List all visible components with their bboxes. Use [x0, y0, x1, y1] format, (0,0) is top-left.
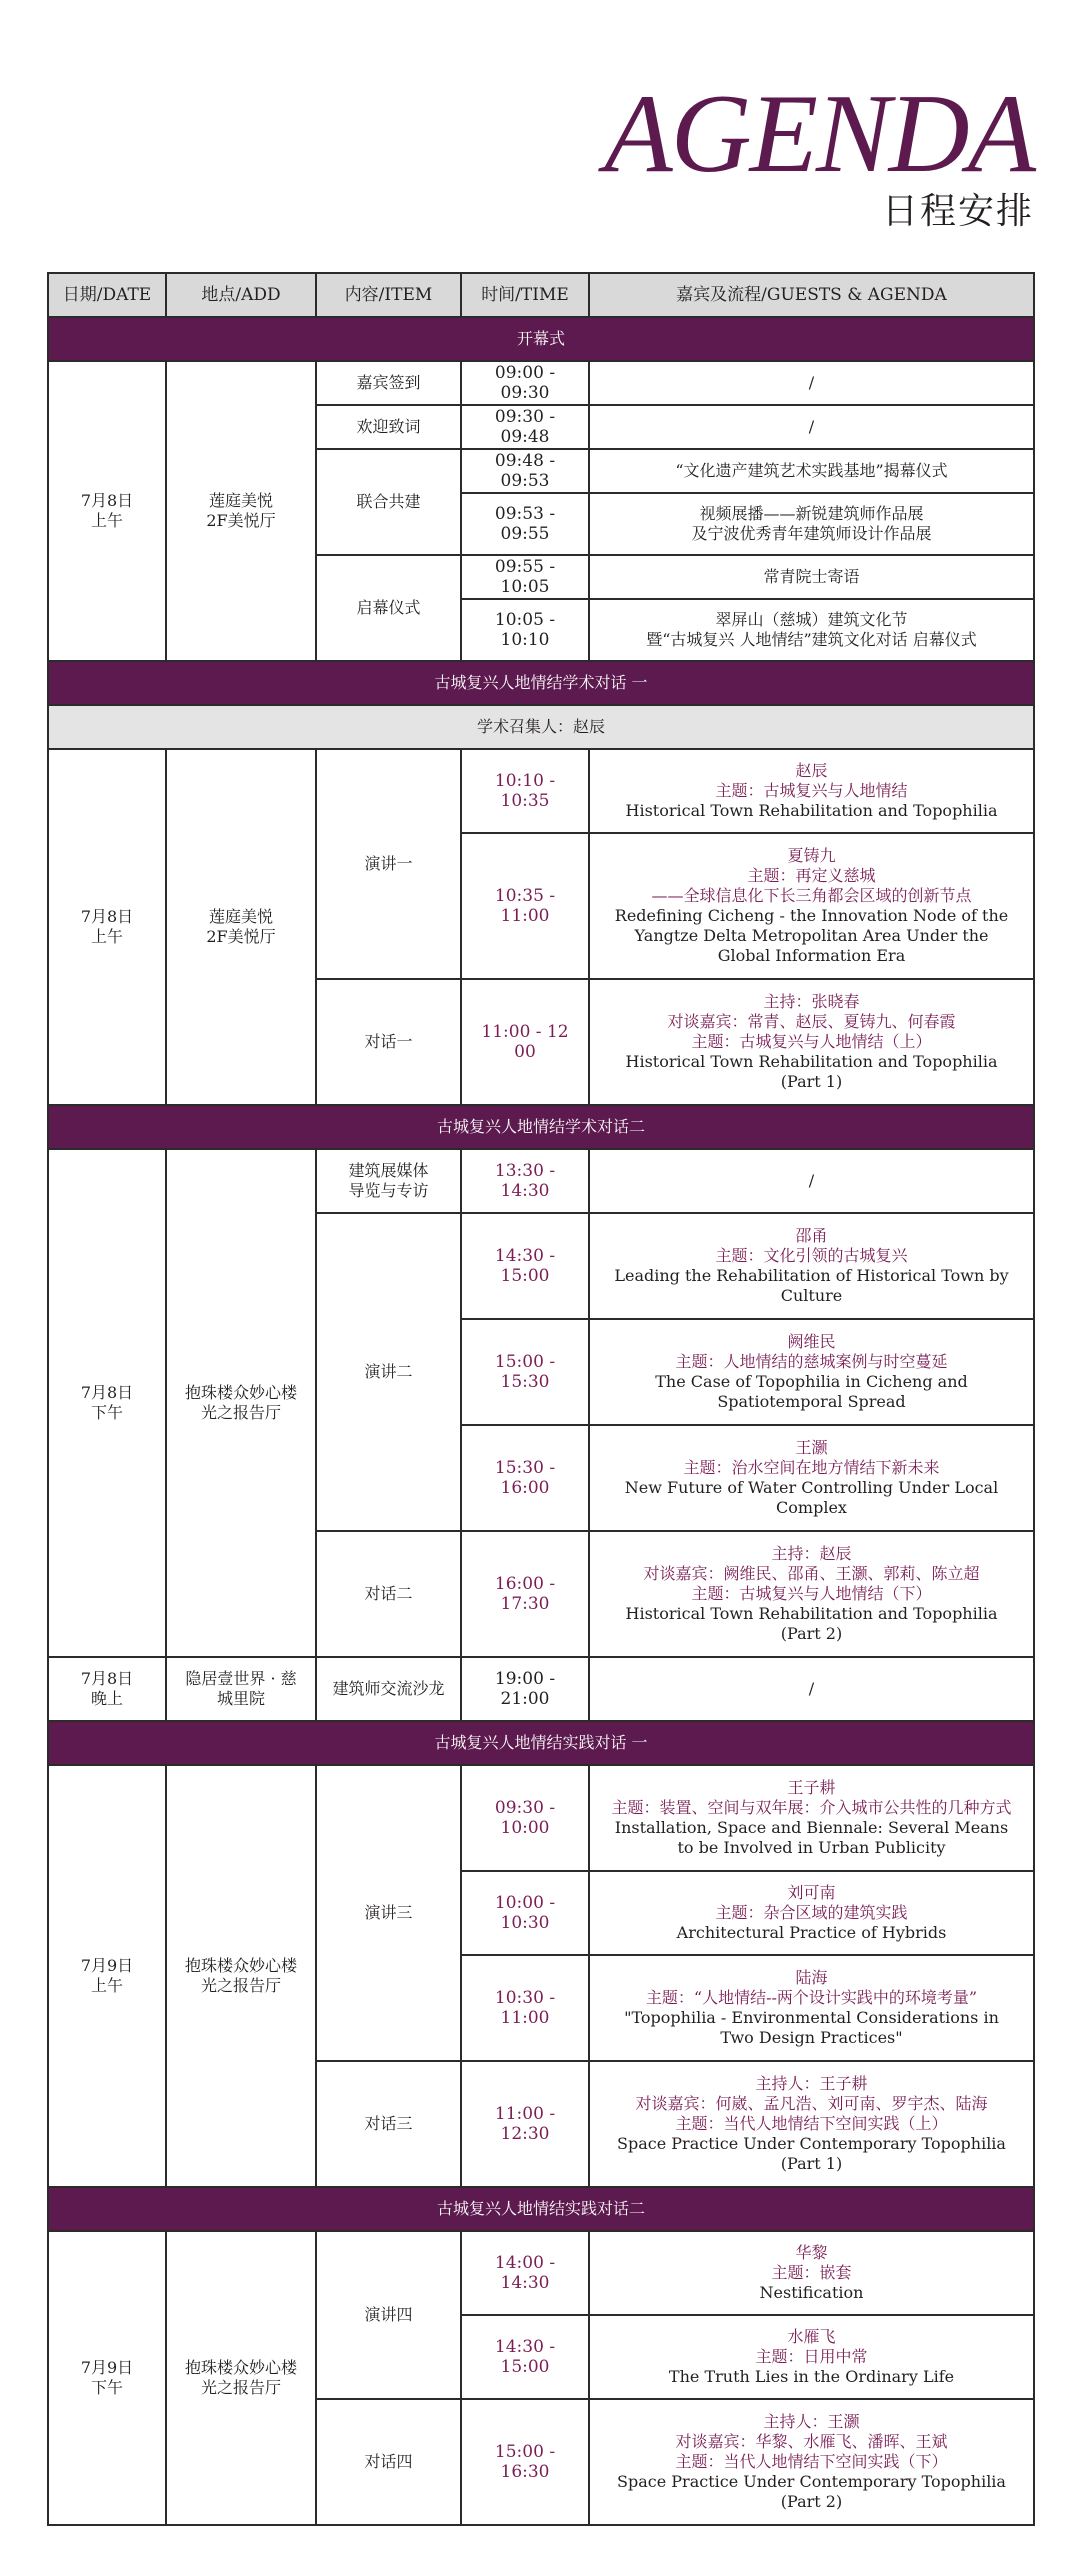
- item-cell: 建筑师交流沙龙: [316, 1657, 461, 1721]
- col-header-guests: 嘉宾及流程/GUESTS & AGENDA: [589, 273, 1034, 317]
- agenda-cell: /: [589, 1149, 1034, 1213]
- agenda-table: [47, 272, 1035, 2526]
- section-title: 开幕式: [48, 317, 1034, 361]
- section-header: [48, 1105, 1034, 1149]
- agenda-cell: 阙维民 主题：人地情结的慈城案例与时空蔓延 The Case of Topophilia in Cicheng and Spatiotemporal Spread: [589, 1319, 1034, 1425]
- time-cell: 10:10 - 10:35: [461, 749, 589, 833]
- item-cell: 演讲二: [316, 1213, 461, 1531]
- date-cell: 7月8日 上午: [48, 361, 166, 661]
- agenda-cell: 夏铸九 主题：再定义慈城 ——全球信息化下长三角都会区域的创新节点 Redefining Cicheng - the Innovation Node of the Yangtze Delta Metropolitan Area Under the Global Information Era: [589, 833, 1034, 979]
- table-row: [48, 1765, 1034, 1871]
- item-cell: 嘉宾签到: [316, 361, 461, 405]
- time-cell: 09:30 - 09:48: [461, 405, 589, 449]
- section-header: [48, 661, 1034, 705]
- time-cell: 15:00 - 15:30: [461, 1319, 589, 1425]
- agenda-cell: 主持人：王子耕 对谈嘉宾：何崴、孟凡浩、刘可南、罗宇杰、陆海 主题：当代人地情结下空间实践（上） Space Practice Under Contemporary Topophilia (Part 1): [589, 2061, 1034, 2187]
- time-cell: 15:00 - 16:30: [461, 2399, 589, 2525]
- time-cell: 09:48 - 09:53: [461, 449, 589, 493]
- agenda-cell: 主持人：王灏 对谈嘉宾：华黎、水雁飞、潘晖、王斌 主题：当代人地情结下空间实践（下） Space Practice Under Contemporary Topophilia (Part 2): [589, 2399, 1034, 2525]
- agenda-cell: /: [589, 1657, 1034, 1721]
- time-cell: 10:00 - 10:30: [461, 1871, 589, 1955]
- page-header: [604, 72, 1034, 234]
- section-title: 古城复兴人地情结实践对话二: [48, 2187, 1034, 2231]
- date-cell: 7月9日 下午: [48, 2231, 166, 2525]
- agenda-cell: 赵辰 主题：古城复兴与人地情结 Historical Town Rehabilitation and Topophilia: [589, 749, 1034, 833]
- table-header-row: [48, 273, 1034, 317]
- time-cell: 19:00 - 21:00: [461, 1657, 589, 1721]
- place-cell: 抱珠楼众妙心楼 光之报告厅: [166, 2231, 316, 2525]
- agenda-cell: 主持：赵辰 对谈嘉宾：阙维民、邵甬、王灏、郭莉、陈立超 主题：古城复兴与人地情结（下） Historical Town Rehabilitation and Topophilia (Part 2): [589, 1531, 1034, 1657]
- agenda-title-zh: 日程安排: [881, 191, 1034, 232]
- item-cell: 演讲三: [316, 1765, 461, 2061]
- time-cell: 11:00 - 12 00: [461, 979, 589, 1105]
- item-cell: 对话一: [316, 979, 461, 1105]
- section-header: [48, 317, 1034, 361]
- section-title: 古城复兴人地情结学术对话 一: [48, 661, 1034, 705]
- table-row: [48, 2231, 1034, 2315]
- convener-text: 学术召集人：赵辰: [48, 705, 1034, 749]
- col-header-item: 内容/ITEM: [316, 273, 461, 317]
- time-cell: 10:35 - 11:00: [461, 833, 589, 979]
- convener-row: [48, 705, 1034, 749]
- time-cell: 09:53 - 09:55: [461, 493, 589, 555]
- time-cell: 13:30 - 14:30: [461, 1149, 589, 1213]
- item-cell: 对话三: [316, 2061, 461, 2187]
- table-row: [48, 1149, 1034, 1213]
- item-cell: 演讲一: [316, 749, 461, 979]
- place-cell: 隐居壹世界 · 慈 城里院: [166, 1657, 316, 1721]
- table-row: [48, 1657, 1034, 1721]
- time-cell: 10:30 - 11:00: [461, 1955, 589, 2061]
- place-cell: 莲庭美悦 2F美悦厅: [166, 361, 316, 661]
- agenda-cell: 刘可南 主题：杂合区域的建筑实践 Architectural Practice of Hybrids: [589, 1871, 1034, 1955]
- section-title: 古城复兴人地情结学术对话二: [48, 1105, 1034, 1149]
- time-cell: 10:05 - 10:10: [461, 599, 589, 661]
- agenda-cell: 王子耕 主题：装置、空间与双年展：介入城市公共性的几种方式 Installation, Space and Biennale: Several Means to be Involved in Urban Publicity: [589, 1765, 1034, 1871]
- item-cell: 启幕仪式: [316, 555, 461, 661]
- agenda-cell: 水雁飞 主题：日用中常 The Truth Lies in the Ordinary Life: [589, 2315, 1034, 2399]
- item-cell: 演讲四: [316, 2231, 461, 2399]
- agenda-cell: 陆海 主题：“人地情结--两个设计实践中的环境考量” "Topophilia - Environmental Considerations in Two Design Practices": [589, 1955, 1034, 2061]
- item-cell: 对话四: [316, 2399, 461, 2525]
- agenda-cell: 常青院士寄语: [589, 555, 1034, 599]
- item-cell: 对话二: [316, 1531, 461, 1657]
- time-cell: 14:30 - 15:00: [461, 1213, 589, 1319]
- time-cell: 15:30 - 16:00: [461, 1425, 589, 1531]
- col-header-address: 地点/ADD: [166, 273, 316, 317]
- agenda-cell: 华黎 主题：嵌套 Nestification: [589, 2231, 1034, 2315]
- col-header-time: 时间/TIME: [461, 273, 589, 317]
- table-row: [48, 361, 1034, 405]
- agenda-cell: /: [589, 361, 1034, 405]
- agenda-cell: 视频展播——新锐建筑师作品展 及宁波优秀青年建筑师设计作品展: [589, 493, 1034, 555]
- time-cell: 14:30 - 15:00: [461, 2315, 589, 2399]
- section-title: 古城复兴人地情结实践对话 一: [48, 1721, 1034, 1765]
- section-header: [48, 2187, 1034, 2231]
- date-cell: 7月8日 上午: [48, 749, 166, 1105]
- agenda-cell: “文化遗产建筑艺术实践基地”揭幕仪式: [589, 449, 1034, 493]
- col-header-date: 日期/DATE: [48, 273, 166, 317]
- agenda-cell: /: [589, 405, 1034, 449]
- agenda-cell: 主持：张晓春 对谈嘉宾：常青、赵辰、夏铸九、何春霞 主题：古城复兴与人地情结（上） Historical Town Rehabilitation and Topophilia (Part 1): [589, 979, 1034, 1105]
- date-cell: 7月8日 下午: [48, 1149, 166, 1657]
- place-cell: 莲庭美悦 2F美悦厅: [166, 749, 316, 1105]
- agenda-title-en: AGENDA: [604, 72, 1034, 196]
- time-cell: 14:00 - 14:30: [461, 2231, 589, 2315]
- date-cell: 7月8日 晚上: [48, 1657, 166, 1721]
- time-cell: 09:00 - 09:30: [461, 361, 589, 405]
- date-cell: 7月9日 上午: [48, 1765, 166, 2187]
- item-cell: 建筑展媒体 导览与专访: [316, 1149, 461, 1213]
- place-cell: 抱珠楼众妙心楼 光之报告厅: [166, 1765, 316, 2187]
- item-cell: 欢迎致词: [316, 405, 461, 449]
- time-cell: 09:30 - 10:00: [461, 1765, 589, 1871]
- place-cell: 抱珠楼众妙心楼 光之报告厅: [166, 1149, 316, 1657]
- item-cell: 联合共建: [316, 449, 461, 555]
- agenda-cell: 翠屏山（慈城）建筑文化节 暨“古城复兴 人地情结”建筑文化对话 启幕仪式: [589, 599, 1034, 661]
- agenda-cell: 王灏 主题：治水空间在地方情结下新未来 New Future of Water Controlling Under Local Complex: [589, 1425, 1034, 1531]
- section-header: [48, 1721, 1034, 1765]
- time-cell: 09:55 - 10:05: [461, 555, 589, 599]
- agenda-cell: 邵甬 主题：文化引领的古城复兴 Leading the Rehabilitation of Historical Town by Culture: [589, 1213, 1034, 1319]
- time-cell: 16:00 - 17:30: [461, 1531, 589, 1657]
- table-row: [48, 749, 1034, 833]
- time-cell: 11:00 - 12:30: [461, 2061, 589, 2187]
